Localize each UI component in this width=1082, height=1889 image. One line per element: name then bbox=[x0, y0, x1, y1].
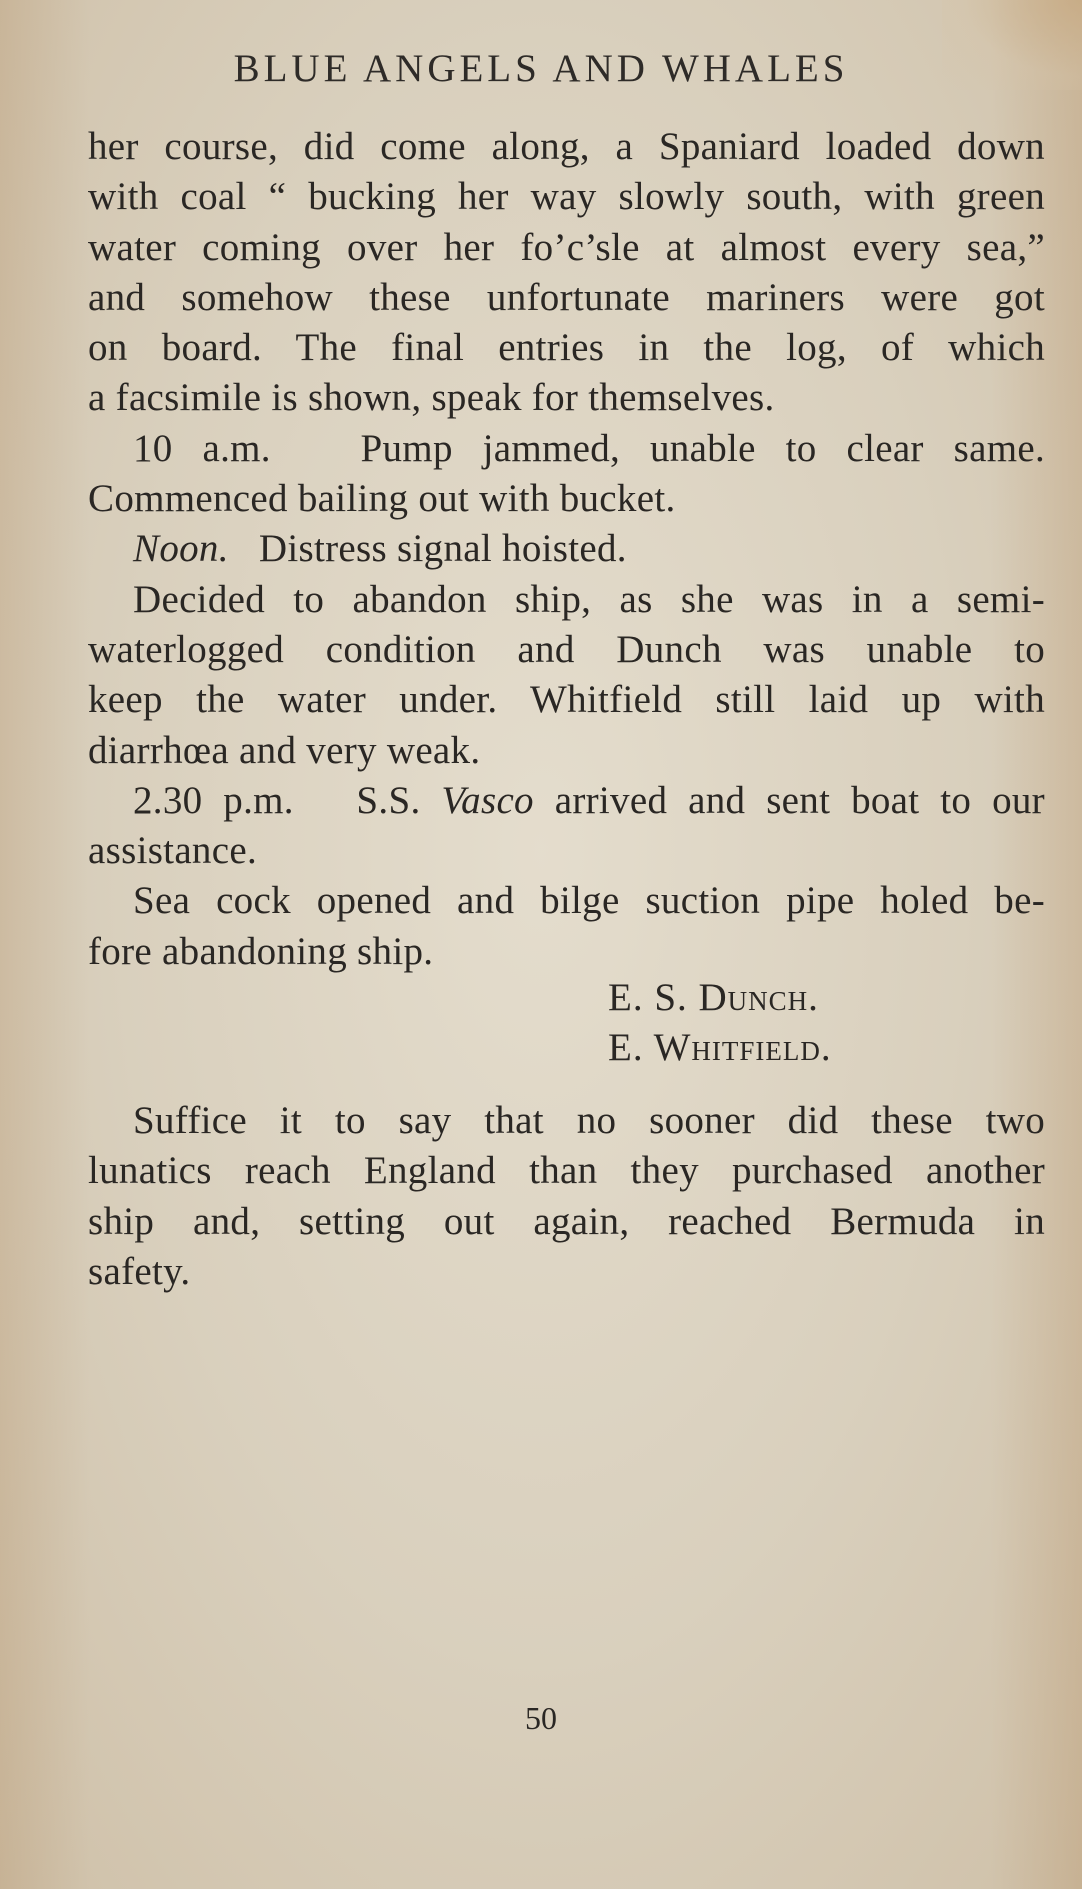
closing-paragraph bbox=[88, 1096, 1045, 1297]
log-text: Distress signal hoisted. bbox=[258, 527, 627, 571]
text-line: Decided to abandon ship, as she was in a semi- bbox=[133, 577, 1045, 621]
signature-dunch: E. S. Dunch. bbox=[608, 976, 819, 1019]
log-entry-10am bbox=[88, 424, 1045, 474]
text-line: diarrhœa and very weak. bbox=[88, 728, 481, 772]
ship-name: Vasco bbox=[441, 778, 534, 822]
text-line: Sea cock opened and bilge suction pipe holed be- bbox=[133, 879, 1045, 923]
text-line: with coal “ bucking her way slowly south, with green bbox=[88, 175, 1045, 219]
text-line: a facsimile is shown, speak for themselves. bbox=[88, 376, 775, 420]
ship-prefix: S.S. bbox=[356, 778, 421, 822]
log-text: arrived and sent boat to our bbox=[554, 778, 1045, 822]
signature-whitfield: E. Whitfield. bbox=[608, 1026, 832, 1069]
log-time: 2.30 p.m. bbox=[133, 778, 294, 822]
log-time: 10 a.m. bbox=[133, 426, 271, 470]
text-line: ship and, setting out again, reached Bermuda in bbox=[88, 1199, 1045, 1243]
log-text: Pump jammed, unable to clear same. bbox=[360, 426, 1045, 470]
text-line: safety. bbox=[88, 1249, 191, 1293]
log-entry-noon bbox=[88, 524, 1045, 574]
page-number: 50 bbox=[525, 1700, 557, 1736]
paragraph-continuation bbox=[88, 122, 1045, 977]
text-line: her course, did come along, a Spaniard loaded down bbox=[88, 125, 1045, 168]
text-line: keep the water under. Whitfield still laid up with bbox=[88, 678, 1045, 722]
running-header: BLUE ANGELS AND WHALES bbox=[233, 47, 849, 90]
text-line: Commenced bailing out with bucket. bbox=[88, 477, 676, 521]
text-line: lunatics reach England than they purchased another bbox=[88, 1149, 1045, 1193]
text-line: Suffice it to say that no sooner did these two bbox=[133, 1099, 1045, 1142]
text-line: assistance. bbox=[88, 829, 257, 873]
log-entry-230pm bbox=[88, 776, 1045, 826]
text-line: waterlogged condition and Dunch was unable to bbox=[88, 627, 1045, 671]
text-line: fore abandoning ship. bbox=[88, 929, 434, 973]
text-line: and somehow these unfortunate mariners were got bbox=[88, 275, 1045, 319]
text-line: water coming over her fo’c’sle at almost every sea,” bbox=[88, 225, 1045, 269]
log-time: Noon. bbox=[133, 527, 229, 571]
text-line: on board. The final entries in the log, of which bbox=[88, 326, 1045, 370]
